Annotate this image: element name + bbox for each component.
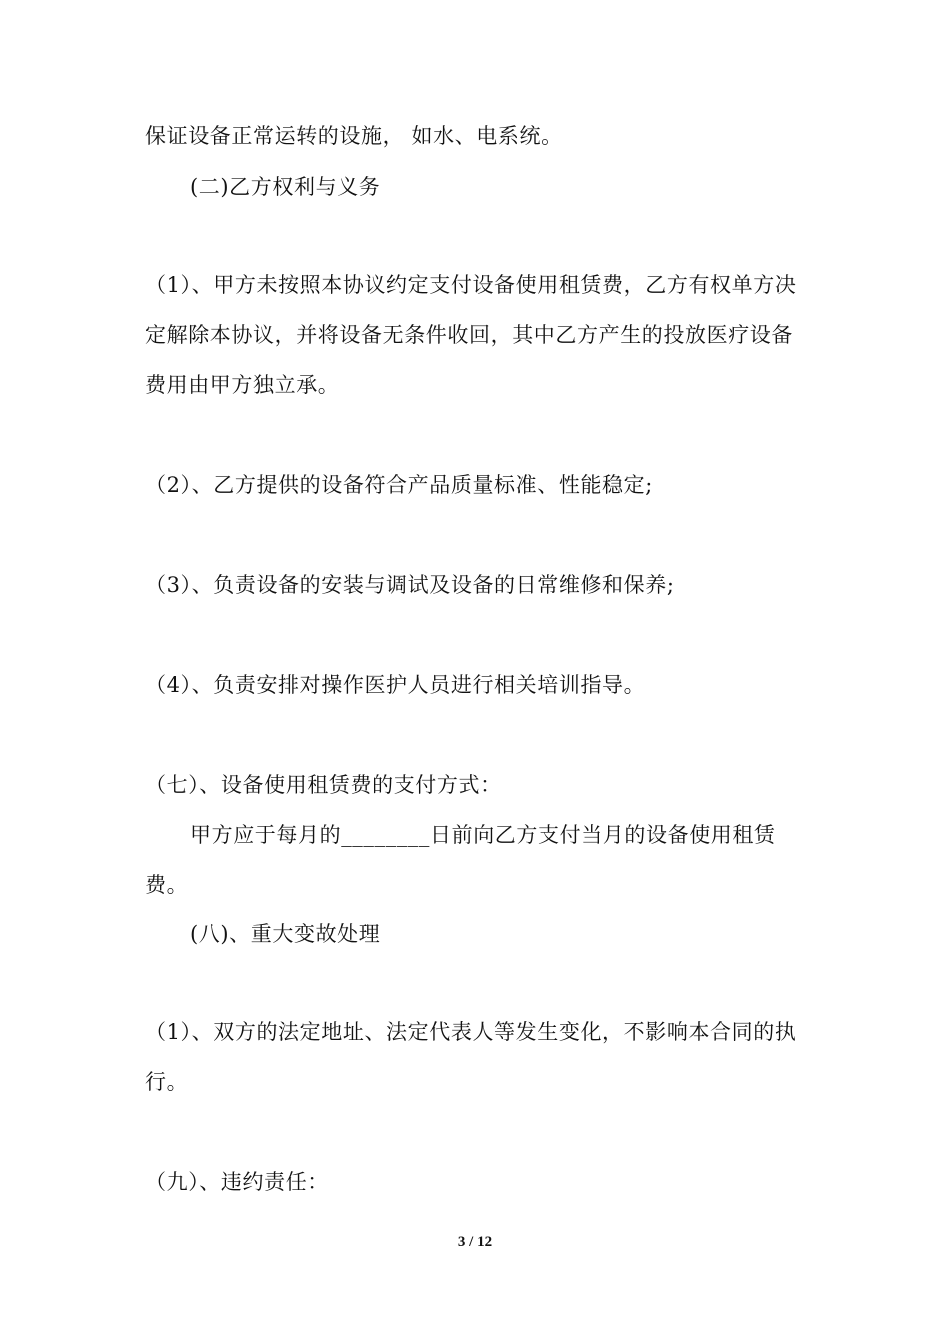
paragraph-line: （4）、负责安排对操作医护人员进行相关培训指导。 xyxy=(145,673,646,697)
page-number: 3 / 12 xyxy=(457,1234,493,1250)
paragraph-line: 保证设备正常运转的设施， 如水、电系统。 xyxy=(145,124,563,148)
paragraph-line: （3）、负责设备的安装与调试及设备的日常维修和保养; xyxy=(145,573,675,597)
paragraph-line: （1）、双方的法定地址、法定代表人等发生变化，不影响本合同的执 xyxy=(145,1020,797,1044)
paragraph-line: 费用由甲方独立承。 xyxy=(145,373,340,397)
paragraph-line: 定解除本协议，并将设备无条件收回，其中乙方产生的投放医疗设备 xyxy=(145,323,793,347)
paragraph-line: （1）、甲方未按照本协议约定支付设备使用租赁费，乙方有权单方决 xyxy=(145,273,797,297)
paragraph-line: 费。 xyxy=(145,873,189,897)
paragraph-line: （2）、乙方提供的设备符合产品质量标准、性能稳定; xyxy=(145,473,653,497)
section-heading: (八)、重大变故处理 xyxy=(190,922,381,946)
paragraph-line: 甲方应于每月的________日前向乙方支付当月的设备使用租赁 xyxy=(190,823,776,847)
section-heading: （九）、违约责任： xyxy=(145,1170,329,1194)
section-heading: （七）、设备使用租赁费的支付方式： xyxy=(145,773,502,797)
paragraph-line: 行。 xyxy=(145,1070,189,1094)
section-heading: (二)乙方权利与义务 xyxy=(190,175,381,199)
